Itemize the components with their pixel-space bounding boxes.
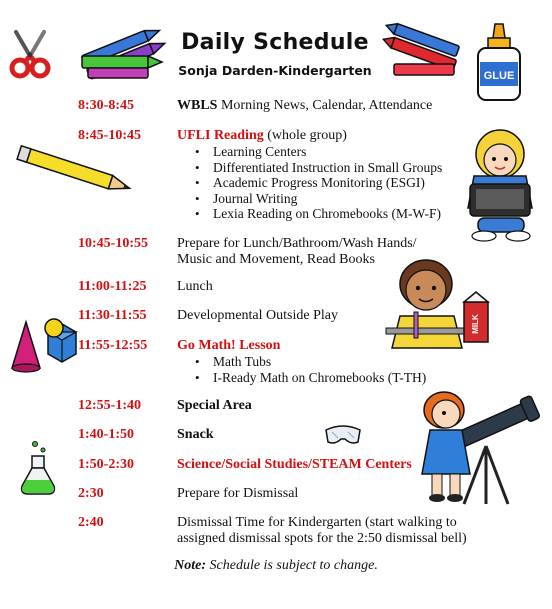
schedule-label: Snack — [177, 427, 214, 442]
note-text: Schedule is subject to change. — [206, 558, 378, 573]
pencil-icon — [14, 150, 138, 194]
glue-label: GLUE — [483, 70, 515, 82]
list-item: • Lexia Reading on Chromebooks (M-W-F) — [213, 206, 442, 222]
girl-telescope-icon — [416, 386, 546, 506]
glue-bottle-icon — [474, 24, 524, 102]
schedule-time: 2:30 — [78, 486, 104, 501]
schedule-label: Go Math! Lesson — [177, 338, 281, 353]
schedule-time: 8:45-10:45 — [78, 128, 141, 143]
schedule-entry — [177, 128, 442, 222]
schedule-entry — [177, 515, 467, 547]
schedule-entry — [177, 236, 417, 268]
schedule-text: Dismissal Time for Kindergarten (start walking to — [177, 515, 457, 530]
schedule-text: Prepare for Lunch/Bathroom/Wash Hands/ — [177, 236, 417, 251]
flask-icon — [18, 440, 58, 496]
schedule-label: Science/Social Studies/STEAM Centers — [177, 457, 412, 472]
schedule-time: 11:55-12:55 — [78, 338, 148, 353]
list-item: • Differentiated Instruction in Small Groups — [213, 160, 442, 176]
schedule-label: UFLI Reading — [177, 128, 264, 143]
schedule-time: 11:00-11:25 — [78, 279, 147, 294]
list-item: • Math Tubs — [213, 354, 426, 370]
schedule-text: Lunch — [177, 279, 213, 294]
schedule-entry — [177, 398, 252, 414]
schedule-note — [0, 558, 552, 574]
schedule-text: (whole group) — [263, 128, 347, 143]
schedule-text: Developmental Outside Play — [177, 308, 338, 323]
schedule-text: assigned dismissal spots for the 2:50 dismissal bell) — [177, 531, 467, 546]
girl-laptop-icon — [456, 128, 546, 243]
list-item: • Journal Writing — [213, 191, 442, 207]
shapes-icon — [10, 318, 80, 374]
page-subtitle: Sonja Darden-Kindergarten — [178, 63, 372, 78]
schedule-time: 12:55-1:40 — [78, 398, 141, 413]
activity-list — [177, 144, 442, 222]
milk-label: MILK — [471, 314, 480, 334]
crayons-icon-right — [378, 30, 466, 82]
schedule-entry — [177, 457, 412, 473]
schedule-text: Music and Movement, Read Books — [177, 252, 375, 267]
schedule-text: Morning News, Calendar, Attendance — [217, 98, 433, 113]
schedule-entry — [177, 338, 426, 385]
list-item: • I-Ready Math on Chromebooks (T-TH) — [213, 370, 426, 386]
crayons-icon — [78, 30, 170, 80]
schedule-time: 2:40 — [78, 515, 104, 530]
schedule-text: Prepare for Dismissal — [177, 486, 299, 501]
schedule-entry — [177, 98, 432, 114]
schedule-time: 8:30-8:45 — [78, 98, 134, 113]
schedule-time: 11:30-11:55 — [78, 308, 147, 323]
schedule-label: Special Area — [177, 398, 252, 413]
note-label: Note: — [174, 558, 207, 573]
schedule-label: WBLS — [177, 98, 218, 113]
list-item: • Learning Centers — [213, 144, 442, 160]
list-item: • Academic Progress Monitoring (ESGI) — [213, 175, 442, 191]
scissors-icon — [8, 30, 52, 78]
goggles-icon — [324, 422, 362, 446]
schedule-entry — [177, 427, 214, 443]
schedule-time: 10:45-10:55 — [78, 236, 148, 251]
page-title: Daily Schedule — [181, 30, 369, 55]
activity-list — [177, 354, 426, 385]
schedule-time: 1:50-2:30 — [78, 457, 134, 472]
schedule-time: 1:40-1:50 — [78, 427, 134, 442]
